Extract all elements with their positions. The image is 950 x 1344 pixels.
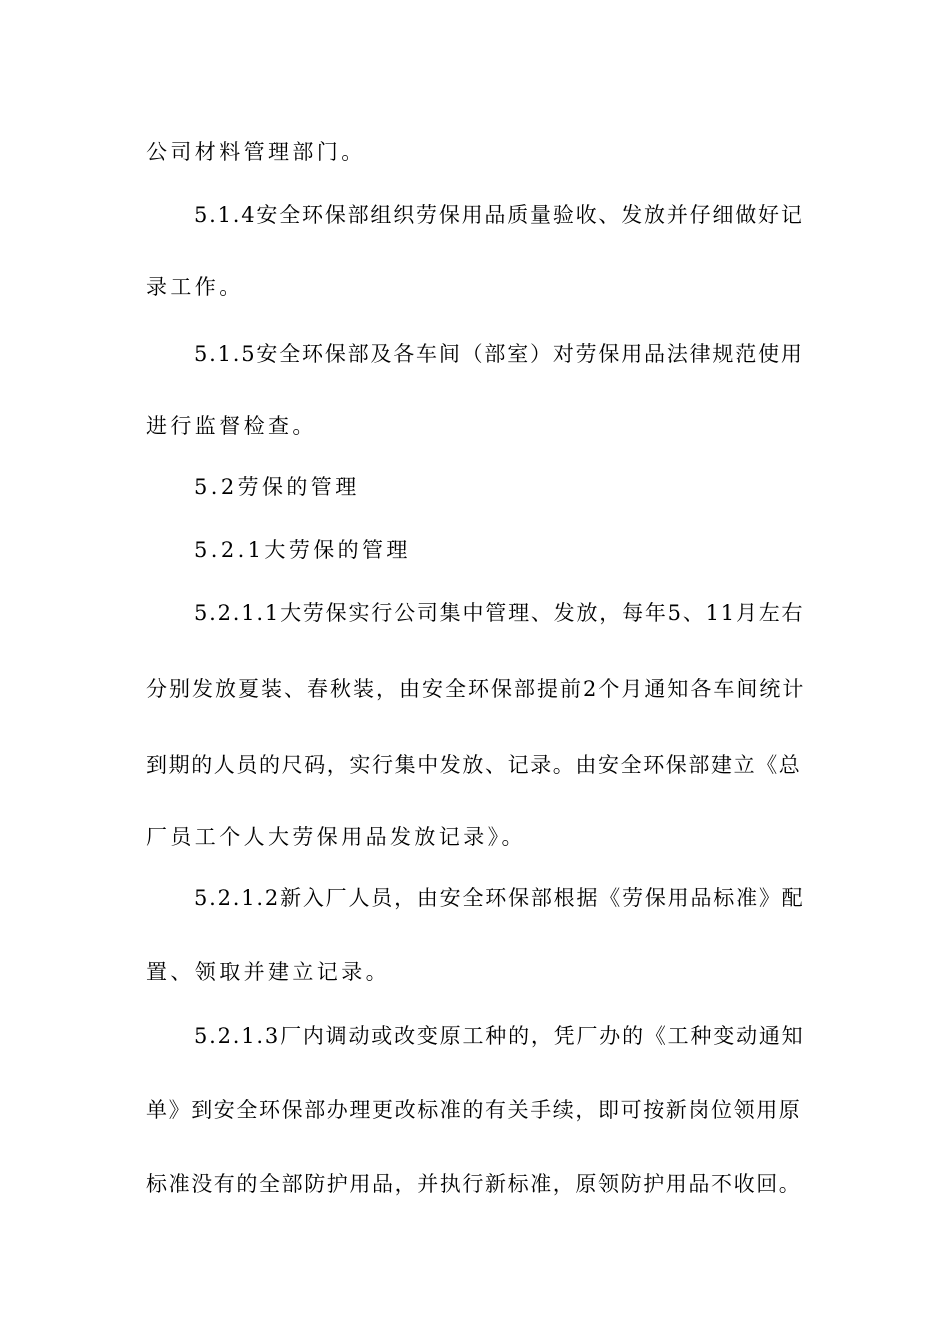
text-line: 录工作。 <box>146 275 244 299</box>
text-line: 5.1.4安全环保部组织劳保用品质量验收、发放并仔细做好记 <box>194 203 804 227</box>
text-line: 置、领取并建立记录。 <box>146 960 390 984</box>
text-line: 到期的人员的尺码，实行集中发放、记录。由安全环保部建立《总 <box>146 753 802 777</box>
text-line: 进行监督检查。 <box>146 414 317 438</box>
subsection-heading: 5.2.1大劳保的管理 <box>194 538 411 562</box>
text-line: 公司材料管理部门。 <box>146 140 366 164</box>
text-line: 5.2.1.2新入厂人员，由安全环保部根据《劳保用品标准》配 <box>194 886 805 910</box>
section-heading: 5.2劳保的管理 <box>194 475 360 499</box>
text-line: 厂员工个人大劳保用品发放记录》。 <box>146 825 526 849</box>
text-line: 5.2.1.3厂内调动或改变原工种的，凭厂办的《工种变动通知 <box>194 1024 805 1048</box>
text-line: 5.1.5安全环保部及各车间（部室）对劳保用品法律规范使用 <box>194 342 804 366</box>
text-line: 标准没有的全部防护用品，并执行新标准，原领防护用品不收回。 <box>146 1172 802 1196</box>
text-line: 单》到安全环保部办理更改标准的有关手续，即可按新岗位领用原 <box>146 1098 802 1122</box>
text-line: 分别发放夏装、春秋装，由安全环保部提前2个月通知各车间统计 <box>146 677 806 701</box>
text-line: 5.2.1.1大劳保实行公司集中管理、发放，每年5、11月左右 <box>194 601 805 625</box>
